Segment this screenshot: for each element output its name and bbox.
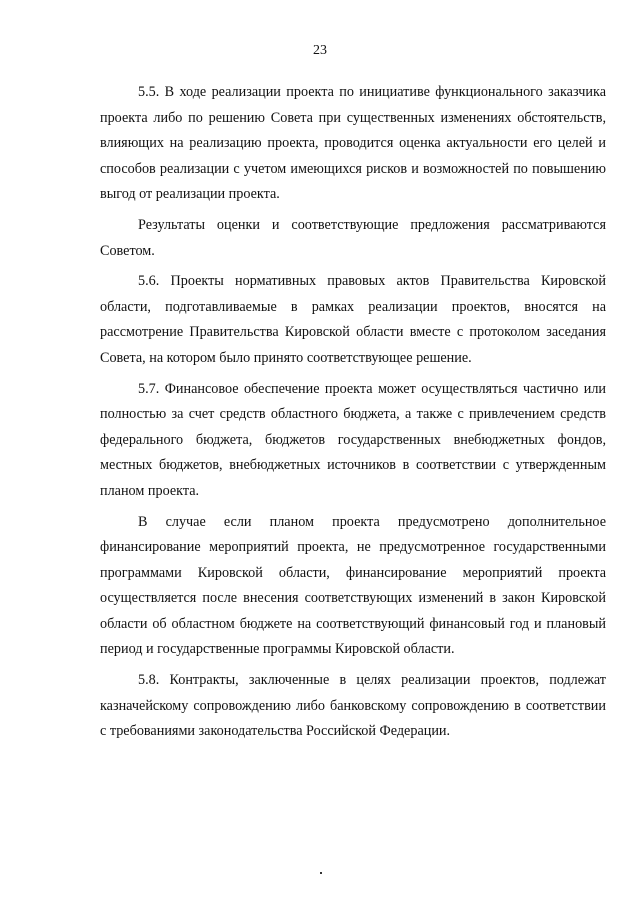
paragraph-5-6: 5.6. Проекты нормативных правовых актов Правительства Кировской области, подготавливаемые в рамках реализации проектов, вносятся на рассмотрение Правительства Кировской области вместе с протоколом заседания Совета, на котором было принято соответствующее решение. [100,273,606,366]
document-body [100,80,606,750]
paragraph-5-5-results: Результаты оценки и соответствующие предложения рассматриваются Советом. [100,216,606,259]
paragraph-5-8: 5.8. Контракты, заключенные в целях реализации проектов, подлежат казначейскому сопровождению либо банковскому сопровождению в соответствии с требованиями законодательства Российской Федерации. [100,672,606,740]
page-number: 23 [313,43,327,58]
paragraph-5-7: 5.7. Финансовое обеспечение проекта может осуществляться частично или полностью за счет средств областного бюджета, а также с привлечением средств федерального бюджета, бюджетов государственных внебюджетных фондов, местных бюджетов, внебюджетных источников в соответствии с утвержденным планом проекта. [100,380,606,499]
paragraph-5-7-additional-funding: В случае если планом проекта предусмотрено дополнительное финансирование мероприятий проекта, не предусмотренное государственными программами Кировской области, финансирование мероприятий проекта осуществляется после внесения соответствующих изменений в закон Кировской области об областном бюджете на соответствующий финансовый год и плановый период и государственные программы Кировской области. [100,513,606,658]
paragraph-5-5: 5.5. В ходе реализации проекта по инициативе функционального заказчика проекта либо по решению Совета при существенных изменениях обстоятельств, влияющих на реализацию проекта, проводится оценка актуальности его целей и способов реализации с учетом имеющихся рисков и возможностей по повышению выгод от реализации проекта. [100,84,606,203]
page-mark [320,872,322,874]
